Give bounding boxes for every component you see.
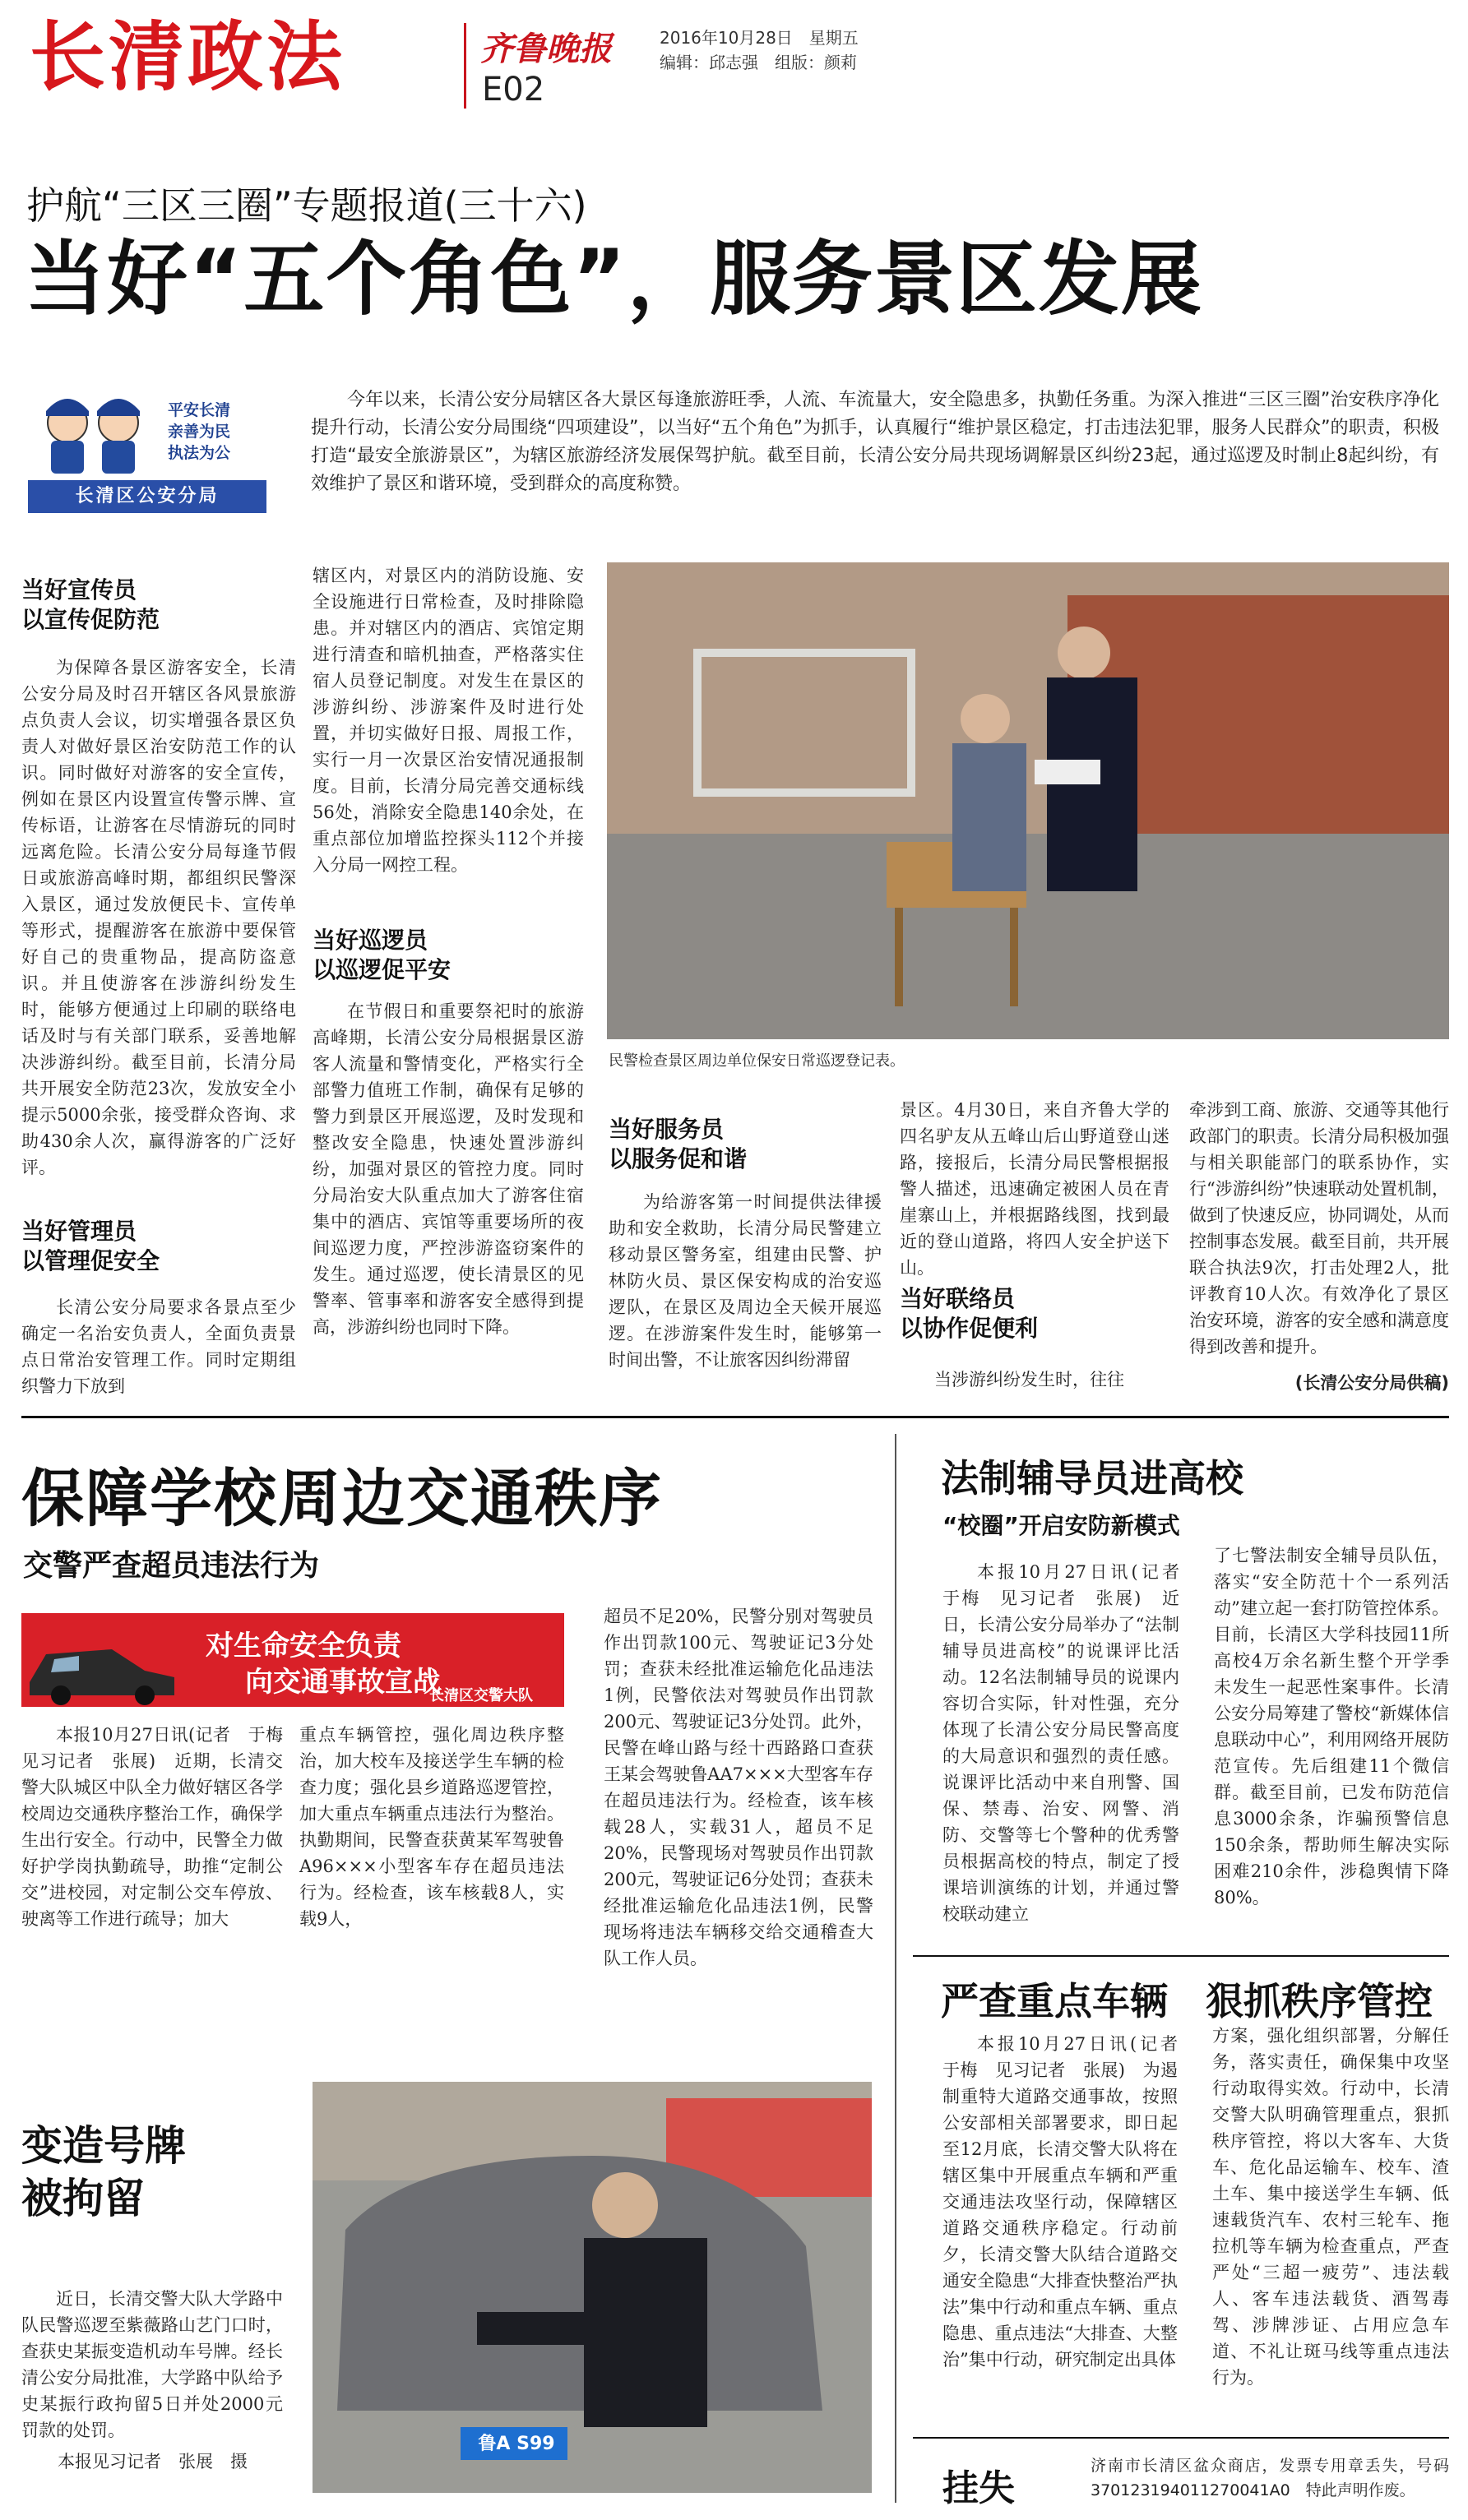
logo-slogan-2: 亲善为民	[168, 423, 231, 441]
sec4-text: 为给游客第一时间提供法律援助和安全救助，长清分局民警建立移动景区警务室，组建由民警、护林防火员、景区保安构成的治安巡逻队，在景区及周边全天候开展巡逻。在涉游案件发生时，能够第一时间出警，不让旅客因纠纷滞留	[609, 1192, 882, 1370]
editors-line: 编辑：邱志强 组版：颜莉	[660, 53, 857, 72]
sec1-text: 为保障各景区游客安全，长清公安分局及时召开辖区各风景旅游点负责人会议，切实增强各景区负责人对做好景区治安防范工作的认识。同时做好对游客的安全宣传，例如在景区内设置宣传警示牌、宣传标语，让游客在尽情游玩的同时远离危险。长清公安分局每逢节假日或旅游高峰时期，都组织民警深入景区，通过发放便民卡、宣传单等形式，提醒游客在旅游中要保管好自己的贵重物品，提高防盗意识。并且使游客在涉游纠纷发生时，能够方便通过上印刷的联络电话及时与有关部门联系，妥善地解决涉游纠纷。截至目前，长清分局共开展安全防范23次，发放安全小提示5000余张，接受群众咨询、求助430余人次，赢得游客的广泛好评。	[21, 658, 296, 1177]
sec1-title: 当好宣传员 以宣传促防范	[21, 576, 160, 633]
feature-credit: (长清公安分局供稿)	[1294, 1373, 1449, 1393]
vehicles-headline: 严查重点车辆 狠抓秩序管控	[941, 1979, 1433, 2023]
police-mascot-icon	[33, 386, 156, 477]
feature-kicker: 护航“三区三圈”专题报道(三十六)	[26, 183, 587, 228]
column-divider	[895, 1434, 896, 2503]
tutor-bottom-rule	[913, 1955, 1449, 1957]
feature-lead: 今年以来，长清公安分局辖区各大景区每逢旅游旺季，人流、车流量大，安全隐患多，执勤任务重。为深入推进“三区三圈”治安秩序净化提升行动，长清公安分局围绕“四项建设”，以当好“五个角色”为抓手，认真履行“维护景区稳定，打击违法犯罪，服务人民群众”的职责，积极打造“最安全旅游景区”，为辖区旅游经济发展保驾护航。截至目前，长清公安分局共现场调解景区纠纷23起，通过巡逻及时制止8起纠纷，有效维护了景区和谐环境，受到群众的高度称赞。	[311, 390, 1439, 494]
issue-date: 2016年10月28日 星期五	[660, 28, 859, 48]
banner-unit: 长清区交警大队	[429, 1687, 533, 1704]
section-title: 长清政法	[30, 13, 346, 101]
tutor-headline: 法制辅导员进高校	[941, 1456, 1243, 1500]
photo-altered-plate	[313, 2082, 872, 2493]
plate-number-label: 鲁A S99	[478, 2434, 555, 2454]
car-crash-icon	[21, 1613, 186, 1707]
page-number: E02	[482, 71, 545, 109]
sec5-title: 当好联络员 以协作促便利	[900, 1285, 1039, 1342]
sec5-text: 当涉游纠纷发生时，往往	[934, 1370, 1124, 1389]
logo-slogan-1: 平安长清	[168, 401, 231, 419]
paper-name-logo: 齐鲁晚报	[480, 30, 612, 68]
school-subhead: 交警严查超员违法行为	[23, 1549, 320, 1583]
feature-bottom-rule	[21, 1416, 1449, 1418]
vehicles-col1: 本报10月27日讯(记者 于梅 见习记者 张展) 为遏制重特大道路交通事故，按照公安部相关部署要求，即日起至12月底，长清交警大队将在辖区集中开展重点车辆和严重交通违法攻坚行动，保障辖区道路交通秩序稳定。行动前夕，长清交警大队结合道路交通安全隐患“大排查快整治严执法”集中行动和重点车辆、重点隐患、重点违法“大排查、大整治”集中行动，研究制定出具体	[942, 2034, 1195, 2370]
school-col2: 重点车辆管控，强化周边秩序整治，加大校车及接送学生车辆的检查力度；强化县乡道路巡逻管控，加大重点车辆重点违法行为整治。执勤期间，民警查获黄某军驾驶鲁A96×××小型客车存在超员违法行为。经检查，该车核载8人，实载9人，	[299, 1725, 564, 1929]
photo-scene	[607, 562, 1449, 1039]
police-logo	[28, 386, 266, 516]
col2-text: 辖区内，对景区内的消防设施、安全设施进行日常检查，及时排除隐患。并对辖区内的酒店、宾馆定期进行清查和暗机抽查，严格落实住宿人员登记制度。对发生在景区的涉游纠纷、涉游案件及时进行处置，并切实做好日报、周报工作，实行一月一次景区治安情况通报制度。目前，长清分局完善交通标线56处，消除安全隐患140余处，在重点部位加增监控探头112个并接入分局一网控工程。	[313, 566, 584, 875]
feature-headline: 当好“五个角色”，服务景区发展	[25, 233, 1203, 326]
photo-scene-car	[313, 2082, 872, 2493]
masthead-divider	[464, 23, 466, 109]
tutor-col1: 本报10月27日讯(记者 于梅 见习记者 张展) 近日，长清公安分局举办了“法制辅导员进高校”的说课评比活动。12名法制辅导员的说课内容切合实际，针对性强，充分体现了长清公安分局民警高度的大局意识和强烈的责任感。说课评比活动中来自刑警、国保、禁毒、治安、网警、消防、交警等七个警种的优秀警员根据高校的特点，制定了授课培训演练的计划，并通过警校联动建立	[942, 1562, 1197, 1924]
sec4-title: 当好服务员 以服务促和谐	[609, 1116, 748, 1172]
lost-text: 济南市长清区盆众商店，发票专用章丢失，号码370123194011270041A0 特此声明作废。	[1091, 2457, 1449, 2499]
plate-title: 变造号牌 被拘留	[21, 2122, 186, 2222]
photo1-caption: 民警检查景区周边单位保安日常巡逻登记表。	[609, 1052, 905, 1070]
tutor-col2: 了七警法制安全辅导员队伍，落实“安全防范十个一系列活动”建立起一套打防管控体系。目前，长清区大学科技园11所高校4万余名新生整个开学季未发生一起恶性案事件。长清公安分局筹建了警校“新媒体信息联动中心”，利用网络开展防范宣传。先后组建11个微信群。截至目前，已发布防范信息3000余条，诈骗预警信息150余条，帮助师生解决实际困难210余件，涉稳舆情下降80%。	[1214, 1546, 1449, 1907]
traffic-safety-banner	[21, 1613, 564, 1707]
photo-police-checkpoint	[607, 562, 1449, 1039]
plate-text: 近日，长清交警大队大学路中队民警巡逻至紫薇路山艺门口时，查获史某振变造机动车号牌。经长清公安分局批准，大学路中队给予史某振行政拘留5日并处2000元罚款的处罚。	[21, 2289, 283, 2440]
masthead	[0, 0, 1468, 115]
banner-line-2: 向交通事故宣战	[245, 1666, 441, 1699]
col5-text: 牵涉到工商、旅游、交通等其他行政部门的职责。长清分局积极加强与相关职能部门的联系协作，实行“涉游纠纷”快速联动处置机制，做到了快速反应，协同调处，从而控制事态发展。截至目前，共开展联合执法9次，打击处理2人，批评教育10人次。有效净化了景区治安环境，游客的安全感和满意度得到改善和提升。	[1189, 1100, 1449, 1357]
sec3-text: 在节假日和重要祭祀时的旅游高峰期，长清公安分局根据景区游客人流量和警情变化，严格实行全部警力值班工作制，确保有足够的警力到景区开展巡逻，及时发现和整改安全隐患，快速处置涉游纠纷，加强对景区的管控力度。同时分局治安大队重点加大了游客住宿集中的酒店、宾馆等重要场所的夜间巡逻力度，严控涉游盗窃案件的发生。通过巡逻，使长清景区的见警率、管事率和游客安全感得到提高，涉游纠纷也同时下降。	[313, 1001, 584, 1337]
sec2-text: 长清公安分局要求各景点至少确定一名治安负责人，全面负责景点日常治安管理工作。同时定期组织警力下放到	[21, 1297, 296, 1396]
tutor-subhead: “校圈”开启安防新模式	[942, 1512, 1180, 1539]
sec3-title: 当好巡逻员 以巡逻促平安	[313, 927, 452, 983]
school-headline: 保障学校周边交通秩序	[21, 1462, 663, 1535]
school-col1: 本报10月27日讯(记者 于梅 见习记者 张展) 近期，长清交警大队城区中队全力做好辖区各学校周边交通秩序整治工作，确保学生出行安全。行动中，民警全力做好护学岗执勤疏导，助推“定制公交”进校园，对定制公交车停放、驶离等工作进行疏导；加大	[21, 1725, 300, 1929]
banner-line-1: 对生命安全负责	[206, 1630, 401, 1662]
vehicles-col2: 方案，强化组织部署，分解任务，落实责任，确保集中攻坚行动取得实效。行动中，长清交警大队明确管理重点，狠抓秩序管控，将以大客车、大货车、危化品运输车、校车、渣土车、集中接送学生车辆、低速载货汽车、农村三轮车、拖拉机等车辆为检查重点，严查严处“三超一疲劳”、违法载人、客车违法载货、酒驾毒驾、涉牌涉证、占用应急车道、不礼让斑马线等重点违法行为。	[1212, 2026, 1449, 2388]
logo-slogan-3: 执法为公	[168, 444, 231, 462]
logo-banner: 长清区公安分局	[28, 480, 266, 513]
vehicles-bottom-rule	[913, 2437, 1449, 2439]
lost-title: 挂失	[942, 2467, 1015, 2509]
plate-credit: 本报见习记者 张展 摄	[58, 2452, 248, 2471]
school-col3: 超员不足20%，民警分别对驾驶员作出罚款100元、驾驶证记3分处罚；查获未经批准运输危化品违法1例，民警依法对驾驶员作出罚款200元、驾驶证记3分处罚。此外，民警在峰山路与经十西路路口查获王某会驾驶鲁AA7×××大型客车存在超员违法行为。经检查，该车核载28人，实载31人，超员不足20%，民警现场对驾驶员作出罚款200元，驾驶证记6分处罚；查获未经批准运输危化品违法1例，民警现场将违法车辆移交给交通稽查大队工作人员。	[604, 1607, 873, 1968]
col4-text: 景区。4月30日，来自齐鲁大学的四名驴友从五峰山后山野道登山迷路，接报后，长清分局民警根据报警人描述，迅速确定被困人员在青崖寨山上，并根据路线图，找到最近的登山道路，将四人安全护送下山。	[900, 1100, 1169, 1278]
sec2-title: 当好管理员 以管理促安全	[21, 1218, 160, 1274]
